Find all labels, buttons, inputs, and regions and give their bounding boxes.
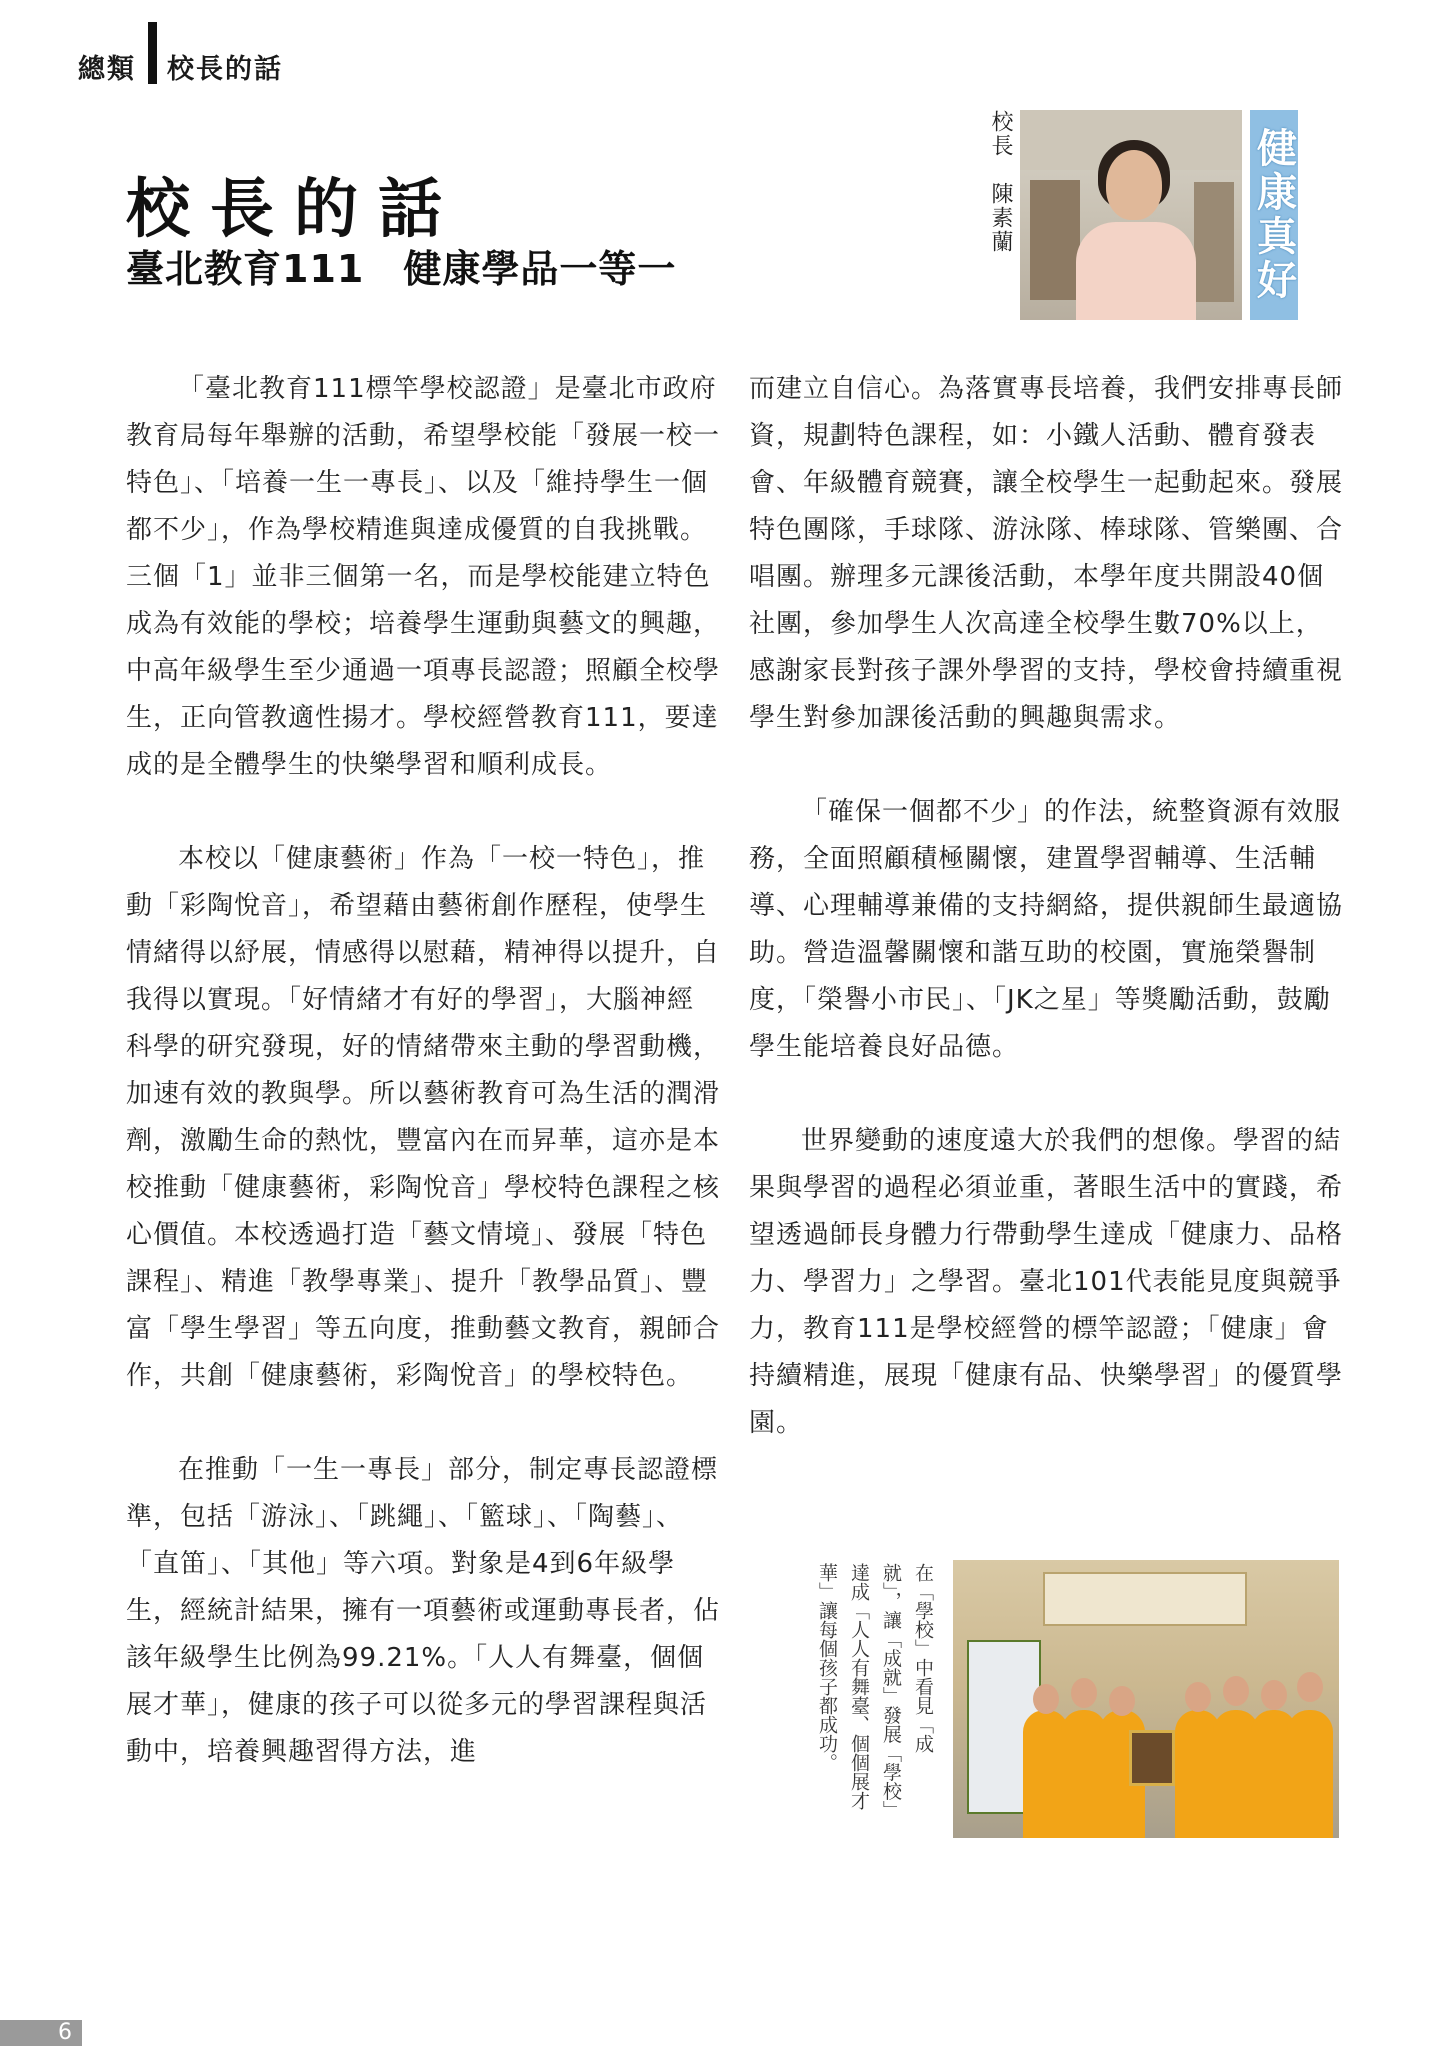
photo-caption [812,1563,938,1833]
paragraph: 在推動「一生一專長」部分，制定專長認證標準，包括「游泳」、「跳繩」、「籃球」、「陶藝」、「直笛」、「其他」等六項。對象是4到6年級學生，經統計結果，擁有一項藝術或運動專長者，佔該年級學生比例為99.21%。「人人有舞臺，個個展才華」，健康的孩子可以從多元的學習課程與活動中，培養興趣習得方法，進 [126,1455,721,1767]
group-photo [953,1560,1339,1838]
caption-line: 在「學校」中看見「成 [912,1563,934,1753]
principal-tag [1250,110,1298,320]
header-category: 總類 [78,53,136,85]
caption-line: 華」讓每個孩子都成功。 [816,1563,838,1772]
paragraph: 「確保一個都不少」的作法，統整資源有效服務，全面照顧積極關懷，建置學習輔導、生活輔導、心理輔導兼備的支持網絡，提供親師生最適協助。營造溫馨關懷和諧互助的校園，實施榮譽制度，「榮譽小市民」、「JK之星」等獎勵活動，鼓勵學生能培養良好品德。 [749,797,1344,1062]
principal-role: 校長 [988,110,1013,158]
running-header [78,44,283,88]
principal-tag-text: 健康真好 [1250,127,1298,303]
left-column [126,366,720,1776]
caption-line: 就」，讓「成就」發展「學校」 [880,1563,902,1820]
paragraph: 而建立自信心。為落實專長培養，我們安排專長師資，規劃特色課程，如：小鐵人活動、體育發表會、年級體育競賽，讓全校學生一起動起來。發展特色團隊，手球隊、游泳隊、棒球隊、管樂團、合唱團。辦理多元課後活動，本學年度共開設40個社團，參加學生人次高達全校學生數70%以上，感謝家長對孩子課外學習的支持，學校會持續重視學生對參加課後活動的興趣與需求。 [749,374,1344,733]
paragraph: 本校以「健康藝術」作為「一校一特色」，推動「彩陶悅音」，希望藉由藝術創作歷程，使學生情緒得以紓展，情感得以慰藉，精神得以提升，自我得以實現。「好情緒才有好的學習」，大腦神經科學的研究發現，好的情緒帶來主動的學習動機，加速有效的教與學。所以藝術教育可為生活的潤滑劑，激勵生命的熱忱，豐富內在而昇華，這亦是本校推動「健康藝術，彩陶悅音」學校特色課程之核心價值。本校透過打造「藝文情境」、發展「特色課程」、精進「教學專業」、提升「教學品質」、豐富「學生學習」等五向度，推動藝文教育，親師合作，共創「健康藝術，彩陶悅音」的學校特色。 [126,844,721,1391]
page-title: 校長的話 [126,172,462,247]
paragraph: 世界變動的速度遠大於我們的想像。學習的結果與學習的過程必須並重，著眼生活中的實踐，希望透過師長身體力行帶動學生達成「健康力、品格力、學習力」之學習。臺北101代表能見度與競爭力，教育111是學校經營的標竿認證；「健康」會持續精進，展現「健康有品、快樂學習」的優質學園。 [749,1126,1344,1438]
page-subtitle: 臺北教育111 健康學品一等一 [126,247,677,291]
page-number: 6 [0,2020,82,2046]
header-divider [148,22,157,84]
header-section: 校長的話 [167,53,283,85]
caption-line: 達成「人人有舞臺、個個展才 [848,1563,870,1810]
right-column [749,366,1343,1447]
paragraph: 「臺北教育111標竿學校認證」是臺北市政府教育局每年舉辦的活動，希望學校能「發展一校一特色」、「培養一生一專長」、以及「維持學生一個都不少」，作為學校精進與達成優質的自我挑戰。三個「1」並非三個第一名，而是學校能建立特色成為有效能的學校；培養學生運動與藝文的興趣，中高年級學生至少通過一項專長認證；照顧全校學生，正向管教適性揚才。學校經營教育111，要達成的是全體學生的快樂學習和順利成長。 [126,374,721,780]
principal-name: 陳素蘭 [988,182,1013,254]
principal-photo [1020,110,1242,320]
